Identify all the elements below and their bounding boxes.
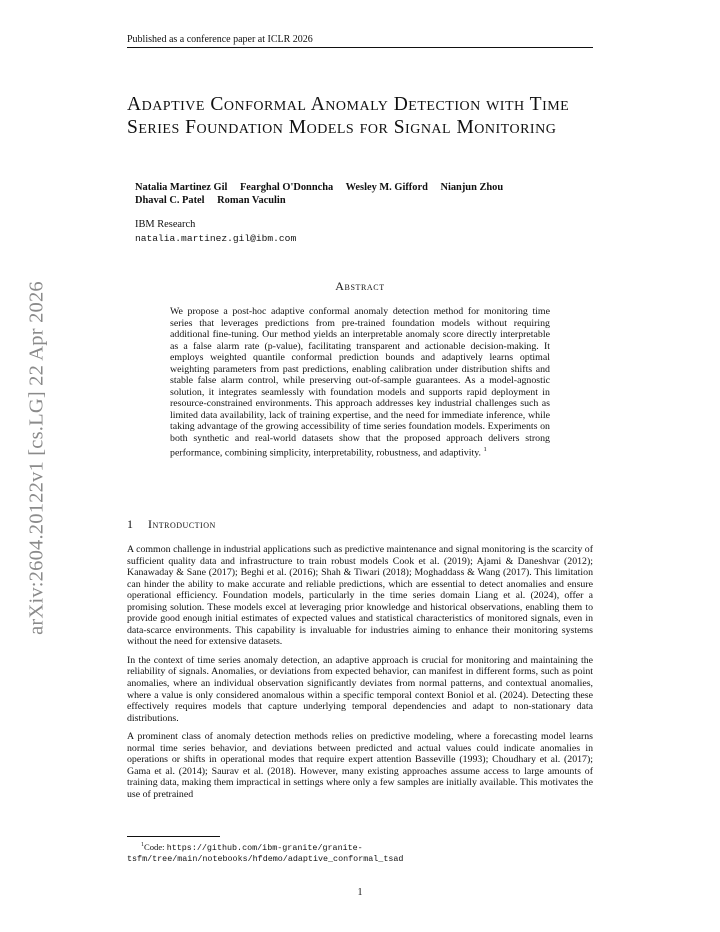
author-name: Natalia Martinez Gil xyxy=(135,182,228,193)
author-name: Roman Vaculin xyxy=(217,195,286,206)
abstract-heading: Abstract xyxy=(335,279,385,293)
author-name: Dhaval C. Patel xyxy=(135,195,205,206)
paper-title: Adaptive Conformal Anomaly Detection with Time Series Foundation Models for Signal Monitoring xyxy=(127,94,570,138)
footnote xyxy=(127,840,593,865)
abstract-body xyxy=(170,306,550,459)
section-body xyxy=(127,544,593,807)
footnote-reference[interactable]: 1 xyxy=(483,446,487,453)
section-heading xyxy=(127,517,216,532)
running-header: Published as a conference paper at ICLR 2026 xyxy=(127,34,313,45)
section-title: Introduction xyxy=(148,517,216,531)
footnote-mark: 1 xyxy=(141,842,144,848)
author-name: Wesley M. Gifford xyxy=(345,182,428,193)
footnote-code-link[interactable]: https://github.com/ibm-granite/granite-tsfm/tree/main/notebooks/hfdemo/adaptive_conformal_tsad xyxy=(127,842,404,865)
abstract-text: We propose a post-hoc adaptive conformal anomaly detection method for monitoring time series that leverages predictions from pre-trained foundation models without requiring additional fine-tuning. Our method yields an interpretable anomaly score directly interpretable as a false alarm rate (p-value), facilitating transparent and actionable decision-making. It employs weighted quantile conformal prediction bounds and adaptively learns optimal weighting parameters from past predictions, enabling calibration under distribution shifts and stable false alarm control, while preserving out-of-sample guarantees. As a model-agnostic solution, it integrates seamlessly with foundation models and supports rapid deployment in resource-constrained environments. This approach addresses key industrial challenges such as limited data availability, lack of training expertise, and the need for immediate inference, while taking advantage of the growing accessibility of time series foundation models. Experiments on both synthetic and real-world datasets show that the proposed approach delivers strong performance, combining simplicity, interpretability, robustness, and adaptivity. xyxy=(170,306,550,459)
paragraph: In the context of time series anomaly detection, an adaptive approach is crucial for monitoring and maintaining the reliability of signals. Anomalies, or deviations from expected behavior, can manifest in different forms, such as point anomalies, where an individual observation significantly deviates from normal patterns, and contextual anomalies, where a value is only considered anomalous within a specific temporal context Boniol et al. (2024). Detecting these effectively requires models that capture underlying temporal dependencies and adapt to non-stationary data distributions. xyxy=(127,654,593,724)
header-rule xyxy=(127,47,593,48)
author-list xyxy=(135,181,595,207)
footnote-rule xyxy=(127,836,220,837)
author-name: Nianjun Zhou xyxy=(440,182,504,193)
footnote-label: Code: xyxy=(144,841,165,852)
paragraph: A common challenge in industrial applications such as predictive maintenance and signal monitoring is the scarcity of sufficient quality data and infrastructure to train robust models Cook et al. (2019); Ajami & Daneshvar (2012); Kanawaday & Sane (2017); Beghi et al. (2016); Shah & Tiwari (2018); Moghaddass & Wang (2017). This limitation can hinder the ability to make accurate and reliable predictions, which are essential to detect anomalies and ensure operational efficiency. Foundation models, particularly in the time series domain Liang et al. (2024), offer a promising solution. These models excel at leveraging prior knowledge and historical observations, enabling them to provide good enough initial estimates of expected values and statistical characteristics of monitored signals, even in data-scarce environments. This capability is invaluable for industries aiming to enhance their monitoring systems without the need for extensive datasets. xyxy=(127,544,593,648)
paragraph: A prominent class of anomaly detection methods relies on predictive modeling, where a forecasting model learns normal time series behavior, and deviations between predicted and actual values could indicate anomalies in operations or shifts in operational modes that require expert attention Basseville (1993); Choudhary et al. (2017); Gama et al. (2014); Saurav et al. (2018). However, many existing approaches assume access to large amounts of training data, making them impractical in settings where only a few samples are initially available. This motivates the use of pretrained xyxy=(127,731,593,800)
page-number: 1 xyxy=(357,887,363,898)
affiliation: IBM Research xyxy=(135,219,196,230)
author-name: Fearghal O'Donncha xyxy=(239,182,334,193)
arxiv-stamp-text: arXiv:2604.20122v1 [cs.LG] 22 Apr 2026 xyxy=(25,281,48,635)
section-number: 1 xyxy=(127,517,133,531)
author-email: natalia.martinez.gil@ibm.com xyxy=(135,233,297,244)
